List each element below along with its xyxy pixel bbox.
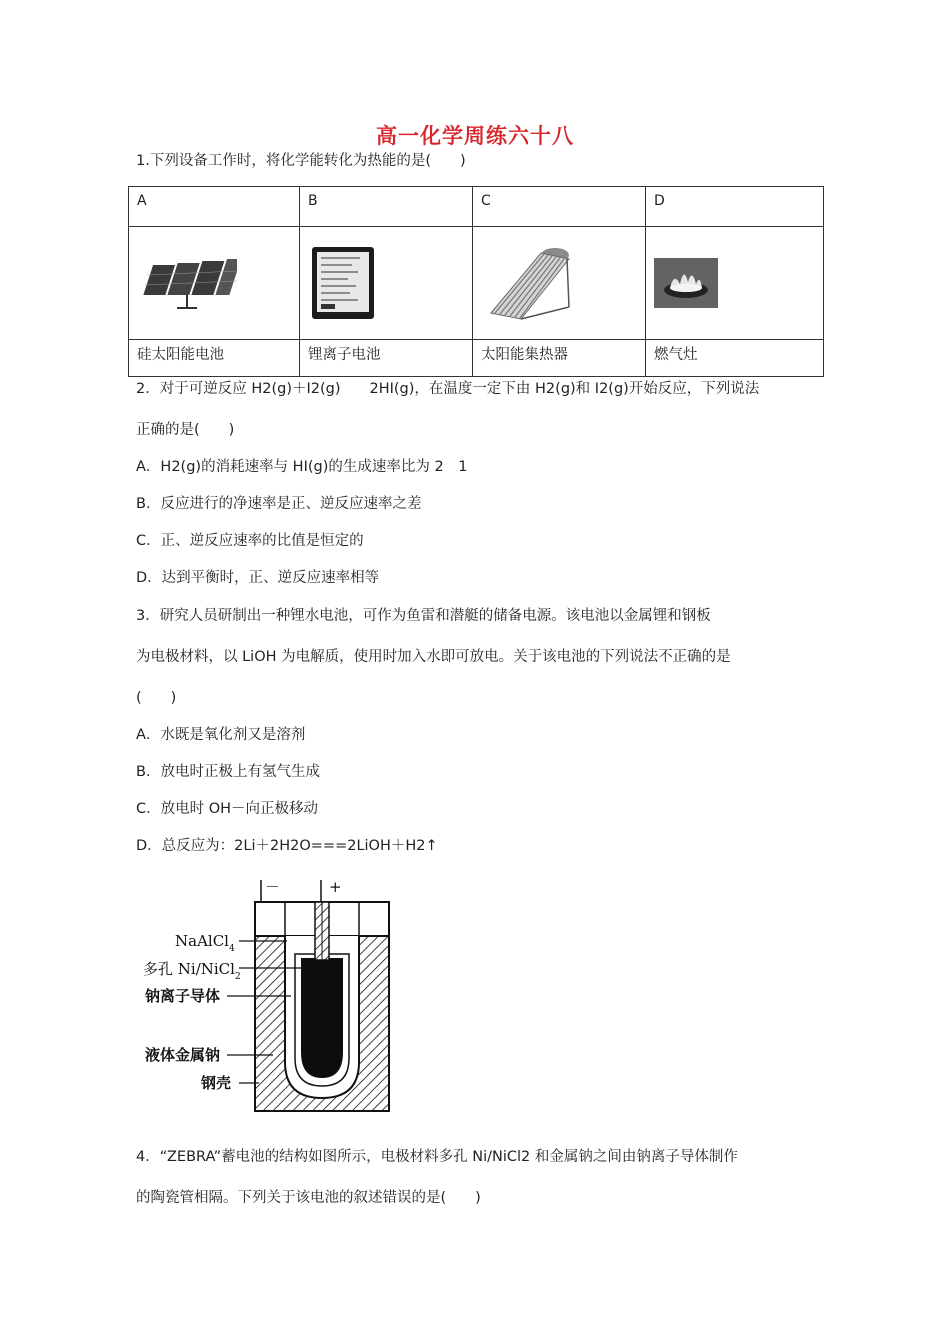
q2-option-d: D．达到平衡时，正、逆反应速率相等 xyxy=(136,570,380,586)
q1-image-cell-a xyxy=(129,227,300,340)
q2-option-a: A．H2(g)的消耗速率与 HI(g)的生成速率比为 2 1 xyxy=(136,459,468,475)
q1-header-d: D xyxy=(646,187,824,227)
q1-caption-a: 硅太阳能电池 xyxy=(129,340,300,377)
q1-caption-d: 燃气灶 xyxy=(646,340,824,377)
gas-stove-image xyxy=(654,258,718,308)
q2-option-b: B．反应进行的净速率是正、逆反应速率之差 xyxy=(136,496,422,512)
minus-sign: － xyxy=(265,878,281,896)
label-sodium-ion-conductor: 钠离子导体 xyxy=(145,987,221,1005)
q3-option-d: D．总反应为：2Li＋2H2O===2LiOH＋H2↑ xyxy=(136,838,438,854)
solar-water-heater-image xyxy=(481,245,577,321)
page-title: 高一化学周练六十八 xyxy=(376,124,574,148)
label-naalcl4: NaAlCl$_4$ xyxy=(175,932,235,954)
plus-sign: + xyxy=(329,878,342,896)
q1-image-cell-d xyxy=(646,227,824,340)
q3-option-c: C．放电时 OH－向正极移动 xyxy=(136,801,319,817)
q3-stem-line2: 为电极材料，以 LiOH 为电解质，使用时加入水即可放电。关于该电池的下列说法不正确的是 xyxy=(136,649,731,665)
label-steel-shell: 钢壳 xyxy=(201,1074,232,1092)
q3-stem-line1: 3．研究人员研制出一种锂水电池，可作为鱼雷和潜艇的储备电源。该电池以金属锂和钢板 xyxy=(136,608,711,624)
q2-option-c: C．正、逆反应速率的比值是恒定的 xyxy=(136,533,364,549)
q3-option-b: B．放电时正极上有氢气生成 xyxy=(136,764,320,780)
label-liquid-sodium: 液体金属钠 xyxy=(145,1046,221,1064)
q1-options-table xyxy=(128,186,824,377)
ni-nicl2-electrode xyxy=(301,958,343,1078)
q4-stem-line1: 4．“ZEBRA”蓄电池的结构如图所示，电极材料多孔 Ni/NiCl2 和金属钠之间由钠离子导体制作 xyxy=(136,1149,738,1165)
q1-image-cell-b xyxy=(300,227,473,340)
solar-panel-image xyxy=(137,253,237,313)
q3-option-a: A．水既是氧化剂又是溶剂 xyxy=(136,727,306,743)
q1-header-b: B xyxy=(300,187,473,227)
label-porous-ni-nicl2: 多孔 Ni/NiCl$_2$ xyxy=(143,960,241,982)
q1-caption-c: 太阳能集热器 xyxy=(473,340,646,377)
zebra-battery-diagram xyxy=(135,872,405,1114)
q1-image-cell-c xyxy=(473,227,646,340)
q1-header-c: C xyxy=(473,187,646,227)
q1-caption-b: 锂离子电池 xyxy=(300,340,473,377)
q2-stem-line2: 正确的是( ) xyxy=(136,422,235,438)
q1-stem: 1.下列设备工作时，将化学能转化为热能的是( ) xyxy=(136,153,466,169)
q1-header-a: A xyxy=(129,187,300,227)
q4-stem-line2: 的陶瓷管相隔。下列关于该电池的叙述错误的是( ) xyxy=(136,1190,481,1206)
q2-stem-line1: 2．对于可逆反应 H2(g)＋I2(g) 2HI(g)，在温度一定下由 H2(g)和 I2(g)开始反应，下列说法 xyxy=(136,381,760,397)
q3-stem-line3: ( ) xyxy=(136,690,177,706)
lithium-battery-image xyxy=(308,243,378,323)
